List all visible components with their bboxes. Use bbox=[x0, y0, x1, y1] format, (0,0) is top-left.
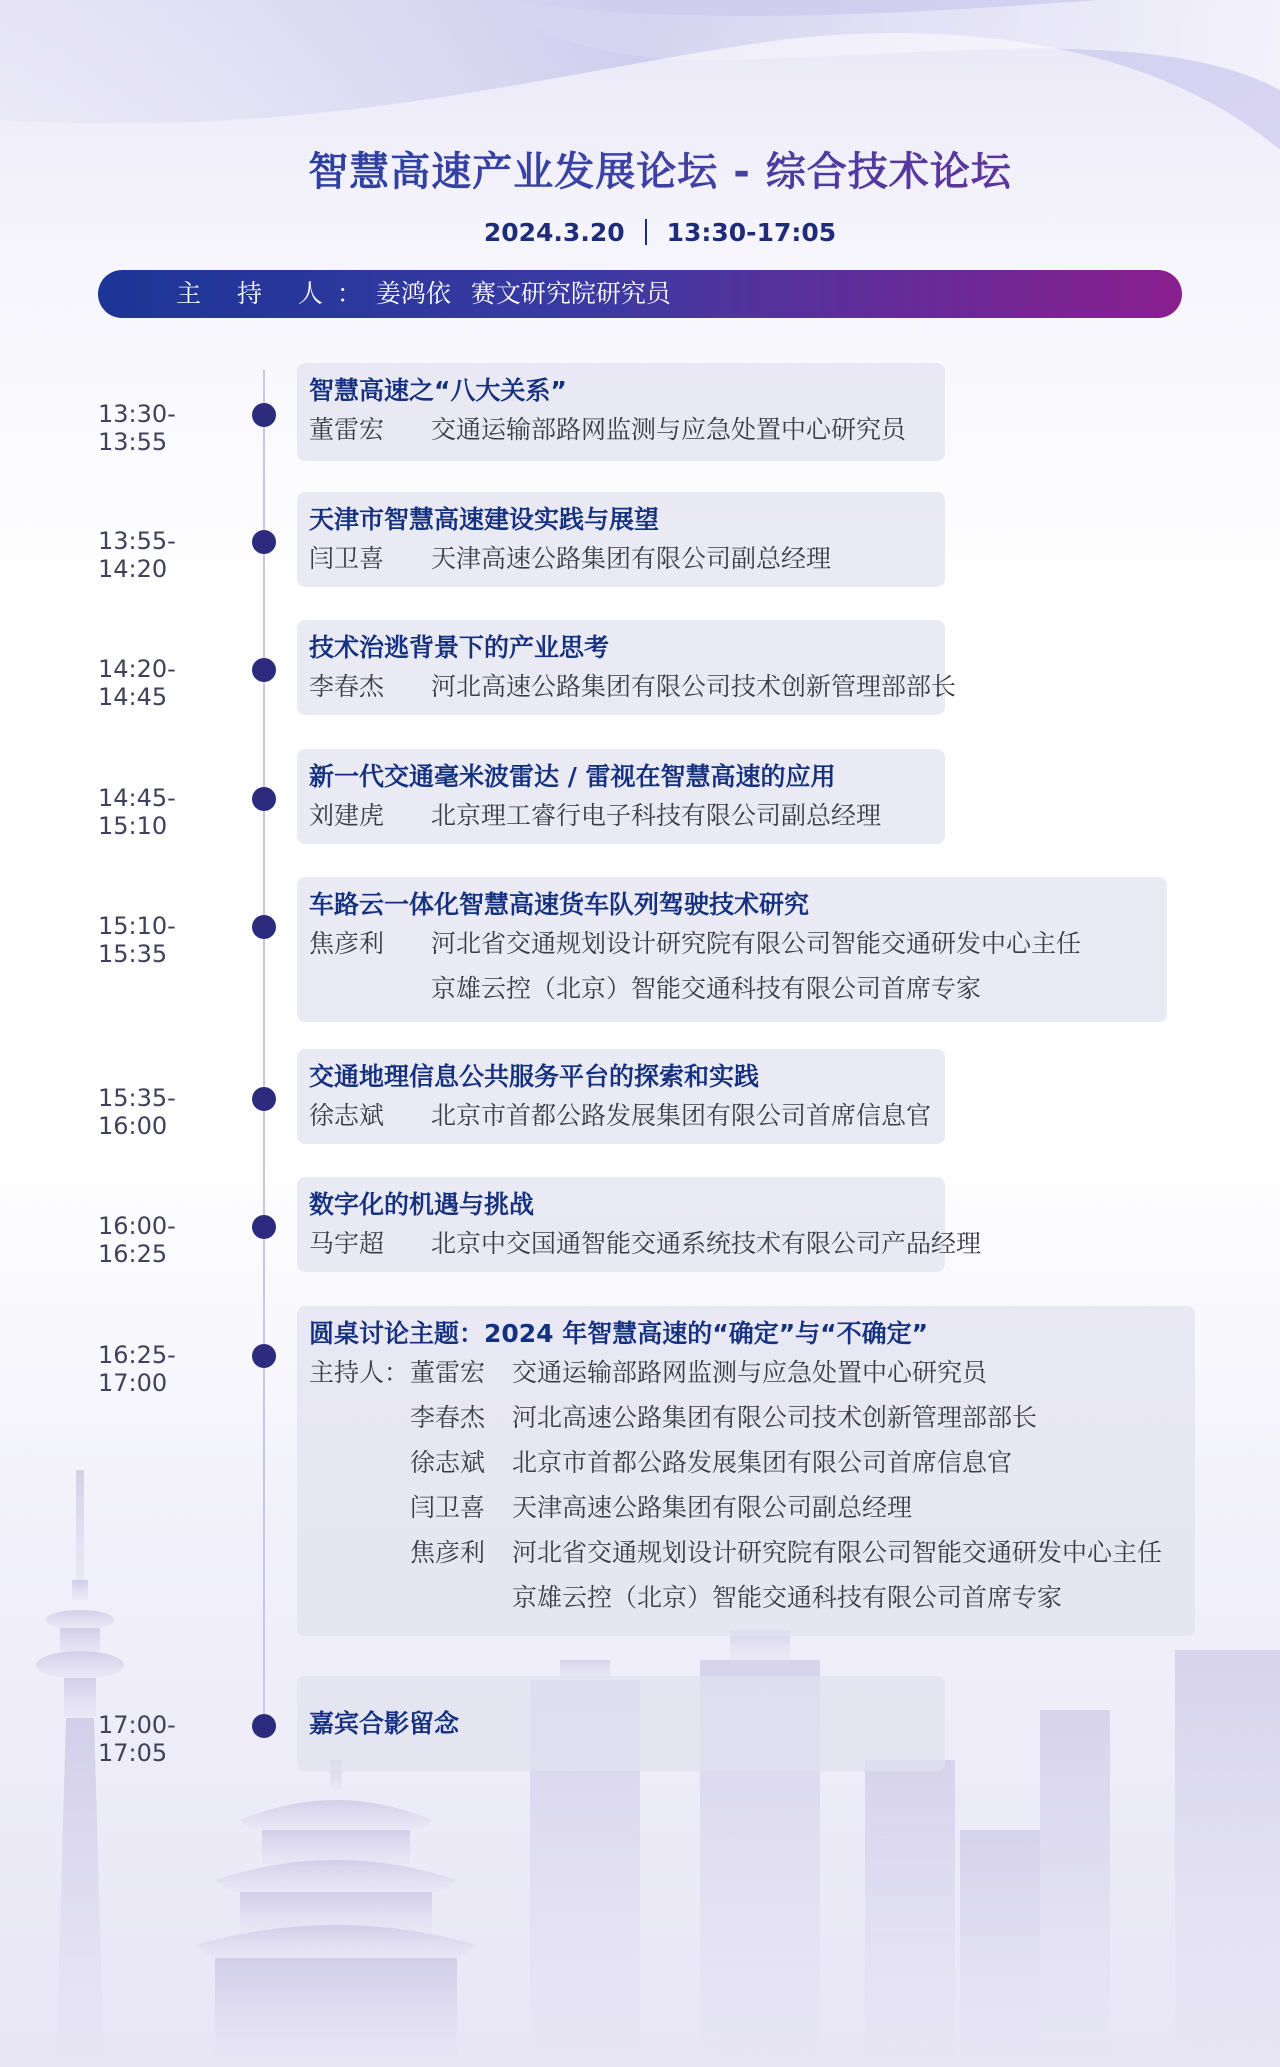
session-topic: 智慧高速之“八大关系” bbox=[309, 376, 567, 405]
host-banner bbox=[98, 270, 1182, 318]
host-title: 赛文研究院研究员 bbox=[470, 279, 671, 308]
roundtable-card bbox=[297, 1306, 1195, 1636]
speaker-name: 董雷宏 bbox=[309, 415, 385, 444]
participant-affiliation: 天津高速公路集团有限公司副总经理 bbox=[512, 1493, 913, 1522]
participant-affiliation: 交通运输部路网监测与应急处置中心研究员 bbox=[512, 1358, 988, 1387]
participant-name: 徐志斌 bbox=[410, 1448, 486, 1477]
speaker-affiliation: 河北省交通规划设计研究院有限公司智能交通研发中心主任 bbox=[431, 929, 1082, 958]
speaker-affiliation-secondary: 京雄云控（北京）智能交通科技有限公司首席专家 bbox=[431, 974, 982, 1003]
timeline-line bbox=[263, 370, 265, 1728]
session-time: 16:00-16:25 bbox=[98, 1212, 176, 1268]
speaker-affiliation: 河北高速公路集团有限公司技术创新管理部部长 bbox=[431, 672, 957, 701]
host-name: 姜鸿依 bbox=[375, 279, 451, 308]
timeline-dot bbox=[252, 1087, 276, 1111]
session-topic: 天津市智慧高速建设实践与展望 bbox=[309, 505, 660, 534]
participant-name: 焦彦利 bbox=[410, 1538, 486, 1567]
timeline-dot bbox=[252, 915, 276, 939]
participant-affiliation: 河北高速公路集团有限公司技术创新管理部部长 bbox=[512, 1403, 1038, 1432]
session-time: 17:00-17:05 bbox=[98, 1711, 176, 1767]
session-topic: 数字化的机遇与挑战 bbox=[309, 1190, 535, 1219]
session-time: 14:20-14:45 bbox=[98, 655, 176, 711]
participant-name bbox=[410, 1575, 512, 1620]
page-title: 智慧高速产业发展论坛 - 综合技术论坛 bbox=[0, 140, 1280, 197]
speaker-name: 刘建虎 bbox=[309, 801, 385, 830]
session-topic: 车路云一体化智慧高速货车队列驾驶技术研究 bbox=[309, 890, 810, 919]
participant-name: 董雷宏 bbox=[410, 1358, 486, 1387]
event-date: 2024.3.20 bbox=[483, 218, 625, 247]
session-time: 16:25-17:00 bbox=[98, 1341, 176, 1397]
speaker-affiliation: 北京理工睿行电子科技有限公司副总经理 bbox=[431, 801, 882, 830]
moderator-label: 主持人： bbox=[309, 1358, 410, 1387]
session-topic: 新一代交通毫米波雷达 / 雷视在智慧高速的应用 bbox=[309, 762, 836, 791]
speaker-name: 李春杰 bbox=[309, 672, 385, 701]
session-topic: 交通地理信息公共服务平台的探索和实践 bbox=[309, 1062, 760, 1091]
timeline-dot bbox=[252, 787, 276, 811]
speaker-name: 徐志斌 bbox=[309, 1101, 385, 1130]
timeline-dot bbox=[252, 530, 276, 554]
timeline-dot bbox=[252, 403, 276, 427]
session-time: 14:45-15:10 bbox=[98, 784, 176, 840]
timeline-dot bbox=[252, 658, 276, 682]
participant-name: 李春杰 bbox=[410, 1403, 486, 1432]
temple-icon bbox=[195, 1760, 477, 2067]
speaker-name: 焦彦利 bbox=[309, 929, 385, 958]
participant-affiliation: 北京市首都公路发展集团有限公司首席信息官 bbox=[512, 1448, 1013, 1477]
tower-icon bbox=[36, 1470, 124, 2067]
date-separator bbox=[645, 219, 647, 245]
timeline-dot bbox=[252, 1215, 276, 1239]
speaker-affiliation: 交通运输部路网监测与应急处置中心研究员 bbox=[431, 415, 907, 444]
session-time: 13:55-14:20 bbox=[98, 527, 176, 583]
session-card bbox=[297, 620, 957, 715]
closing-topic: 嘉宾合影留念 bbox=[309, 1709, 460, 1738]
session-time: 15:35-16:00 bbox=[98, 1084, 176, 1140]
session-card bbox=[297, 749, 945, 844]
speaker-affiliation: 北京中交国通智能交通系统技术有限公司产品经理 bbox=[431, 1229, 982, 1258]
session-card bbox=[297, 877, 1167, 1022]
participant-affiliation: 京雄云控（北京）智能交通科技有限公司首席专家 bbox=[512, 1583, 1063, 1612]
timeline-dot bbox=[252, 1714, 276, 1738]
speaker-affiliation: 天津高速公路集团有限公司副总经理 bbox=[431, 544, 832, 573]
session-time: 13:30-13:55 bbox=[98, 400, 176, 456]
event-date-time bbox=[0, 218, 1280, 247]
session-card bbox=[297, 492, 945, 587]
speaker-name: 马宇超 bbox=[309, 1229, 385, 1258]
speaker-name: 闫卫喜 bbox=[309, 544, 385, 573]
roundtable-topic: 圆桌讨论主题：2024 年智慧高速的“确定”与“不确定” bbox=[309, 1319, 929, 1348]
participant-name: 闫卫喜 bbox=[410, 1493, 486, 1522]
event-time: 13:30-17:05 bbox=[666, 218, 837, 247]
session-card bbox=[297, 363, 945, 461]
host-label: 主 持 人： bbox=[176, 279, 376, 308]
session-topic: 技术治逃背景下的产业思考 bbox=[309, 633, 610, 662]
participant-affiliation: 河北省交通规划设计研究院有限公司智能交通研发中心主任 bbox=[512, 1538, 1163, 1567]
closing-card bbox=[297, 1676, 945, 1771]
timeline-dot bbox=[252, 1344, 276, 1368]
session-card bbox=[297, 1049, 945, 1144]
session-time: 15:10-15:35 bbox=[98, 912, 176, 968]
session-card bbox=[297, 1177, 982, 1272]
speaker-affiliation: 北京市首都公路发展集团有限公司首席信息官 bbox=[431, 1101, 932, 1130]
